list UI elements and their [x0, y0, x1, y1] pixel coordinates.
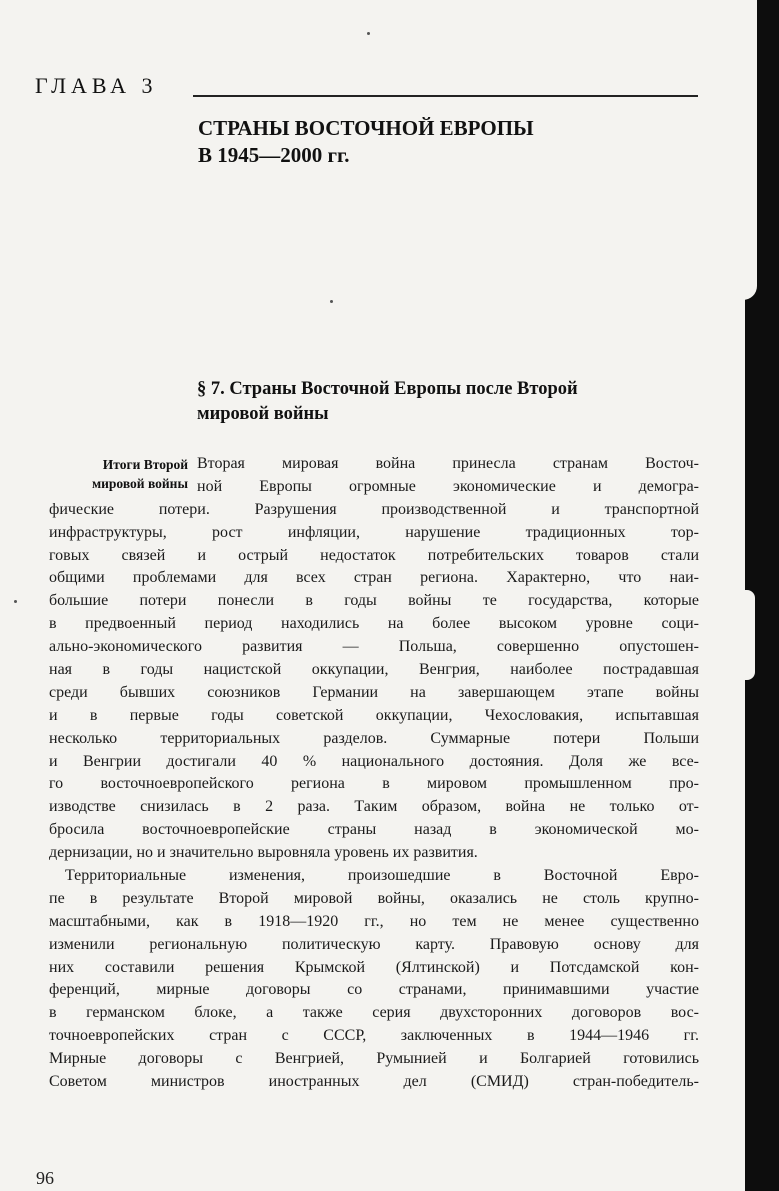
body-text	[49, 453, 699, 1094]
scan-speck	[367, 32, 370, 35]
scan-speck	[14, 600, 17, 603]
text-line: Вторая мировая война принесла странам Восточ-	[197, 455, 699, 472]
text-line: ная в годы нацистской оккупации, Венгрия, наиболее пострадавшая	[49, 661, 699, 679]
chapter-divider	[193, 95, 698, 97]
chapter-title	[198, 115, 678, 169]
text-line: инфраструктуры, рост инфляции, нарушение традиционных тор-	[49, 523, 699, 541]
page-number: 96	[36, 1168, 54, 1188]
text-line: масштабными, как в 1918—1920 гг., но тем не менее существенно	[49, 912, 699, 930]
text-line: ференций, мирные договоры со странами, принимавшими участие	[49, 981, 699, 999]
text-line: большие потери понесли в годы войны те государства, которые	[49, 592, 699, 610]
scan-speck	[330, 300, 333, 303]
text-line: Советом министров иностранных дел (СМИД) стран-победитель-	[49, 1073, 699, 1091]
section-title-line: мировой войны	[197, 404, 329, 424]
section-title-line: § 7. Страны Восточной Европы после Второй	[197, 379, 578, 399]
chapter-title-line: В 1945—2000 гг.	[198, 143, 350, 167]
page-edge	[743, 0, 757, 300]
text-line: точноевропейских стран с СССР, заключенных в 1944—1946 гг.	[49, 1027, 699, 1045]
text-line: Территориальные изменения, произошедшие в Восточной Евро-	[65, 867, 699, 885]
text-line: и в первые годы советской оккупации, Чехословакия, испытавшая	[49, 706, 699, 724]
text-line: общими проблемами для всех стран региона. Характерно, что наи-	[49, 569, 699, 587]
text-line: дернизации, но и значительно выровняла уровень их развития.	[49, 844, 478, 862]
page-edge	[745, 590, 755, 680]
margin-note-line: мировой войны	[91, 476, 188, 491]
text-line: в предвоенный период находились на более высоком уровне соци-	[49, 615, 699, 633]
text-line: го восточноевропейского региона в мировом промышленном про-	[49, 775, 699, 793]
text-line: изводстве снизилась в 2 раза. Таким образом, война не только от-	[49, 798, 699, 816]
text-line: них составили решения Крымской (Ялтинской) и Потсдамской кон-	[49, 958, 699, 976]
text-line: ально-экономического развития — Польша, совершенно опустошен-	[49, 638, 699, 656]
chapter-title-line: СТРАНЫ ВОСТОЧНОЙ ЕВРОПЫ	[198, 116, 534, 140]
text-line: и Венгрии достигали 40 % национального достояния. Доля же все-	[49, 752, 699, 770]
text-line: Мирные договоры с Венгрией, Румынией и Болгарией готовились	[49, 1050, 699, 1068]
text-line: несколько территориальных разделов. Суммарные потери Польши	[49, 729, 699, 747]
text-line: ной Европы огромные экономические и демогра-	[197, 477, 699, 495]
margin-note-line: Итоги Второй	[102, 457, 188, 472]
section-title	[197, 377, 697, 427]
text-line: бросила восточноевропейские страны назад в экономической мо-	[49, 821, 699, 839]
chapter-label: ГЛАВА 3	[35, 73, 158, 98]
text-line: говых связей и острый недостаток потребительских товаров стали	[49, 546, 699, 564]
text-line: среди бывших союзников Германии на завершающем этапе войны	[49, 683, 699, 701]
text-line: в германском блоке, а также серия двухсторонних договоров вос-	[49, 1004, 699, 1022]
text-line: пе в результате Второй мировой войны, оказались не столь крупно-	[49, 889, 699, 907]
text-line: изменили региональную политическую карту. Правовую основу для	[49, 935, 699, 953]
text-line: фические потери. Разрушения производственной и транспортной	[49, 500, 699, 518]
